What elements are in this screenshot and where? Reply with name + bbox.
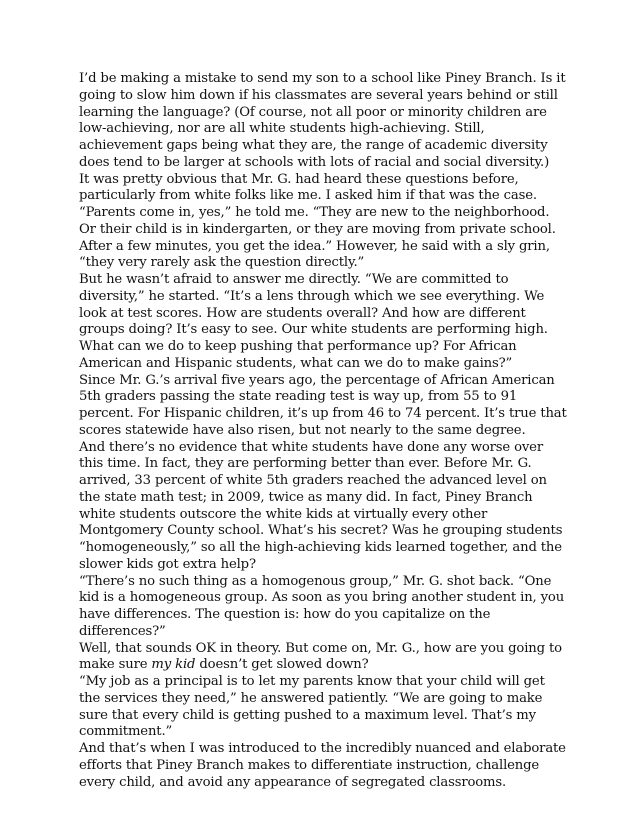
paragraph-4: Since Mr. G.’s arrival five years ago, the percentage of African American 5th graders passing the state reading test is way up, from 55 to 91 percent. For Hispanic children, it’s up from 46 to 74 percent. It’s true that scores statewide have also risen, but not nearly to the same degree. <box>79 372 567 438</box>
paragraph-7 <box>79 641 569 675</box>
paragraph-6: “There’s no such thing as a homogenous group,” Mr. G. shot back. “One kid is a homogeneous group. As soon as you bring another student in, you have differences. The question is: how do you capitalize on the differences?” <box>79 573 565 639</box>
emphasis-my-kid: my kid <box>151 657 196 673</box>
paragraph-3: But he wasn’t afraid to answer me directly. “We are committed to diversity,” he started. “It’s a lens through which we see everything. We look at test scores. How are students overall? And how are different groups doing? It’s easy to see. Our white students are performing high. What can we do to keep pushing that performance up? For African American and Hispanic students, what can we do to make gains?” <box>79 272 548 371</box>
paragraph-2: It was pretty obvious that Mr. G. had heard these questions before, particularly from white folks like me. I asked him if that was the case. “Parents come in, yes,” he told me. “They are new to the neighborhood. Or their child is in kindergarten, or they are moving from private school. After a few minutes, you get the idea.” However, he said with a sly grin, “they very rarely ask the question directly.” <box>79 171 556 271</box>
article-body <box>79 71 569 791</box>
paragraph-9: And that’s when I was introduced to the incredibly nuanced and elaborate efforts that Piney Branch makes to differentiate instruction, challenge every child, and avoid any appearance of segregated classrooms. <box>79 741 566 790</box>
paragraph-5: And there’s no evidence that white students have done any worse over this time. In fact, they are performing better than ever. Before Mr. G. arrived, 33 percent of white 5th graders reached the advanced level on the state math test; in 2009, twice as many did. In fact, Piney Branch white students outscore the white kids at virtually every other Montgomery County school. What’s his secret? Was he grouping students “homogeneously,” so all the high-achieving kids learned together, and the slower kids got extra help? <box>79 439 563 572</box>
paragraph-7-text-before: Well, that sounds OK in theory. But come on, Mr. G., how are you going to make sure <box>79 640 562 673</box>
paragraph-7-text-after: doesn’t get slowed down? <box>195 657 369 673</box>
paragraph-1: I’d be making a mistake to send my son to a school like Piney Branch. Is it going to slow him down if his classmates are several years behind or still learning the language? (Of course, not all poor or minority children are low-achieving, nor are all white students high-achieving. Still, achievement gaps being what they are, the range of academic diversity does tend to be larger at schools with lots of racial and social diversity.) <box>79 71 566 170</box>
paragraph-8: “My job as a principal is to let my parents know that your child will get the services they need,” he answered patiently. “We are going to make sure that every child is getting pushed to a maximum level. That’s my commitment.” <box>79 674 545 740</box>
